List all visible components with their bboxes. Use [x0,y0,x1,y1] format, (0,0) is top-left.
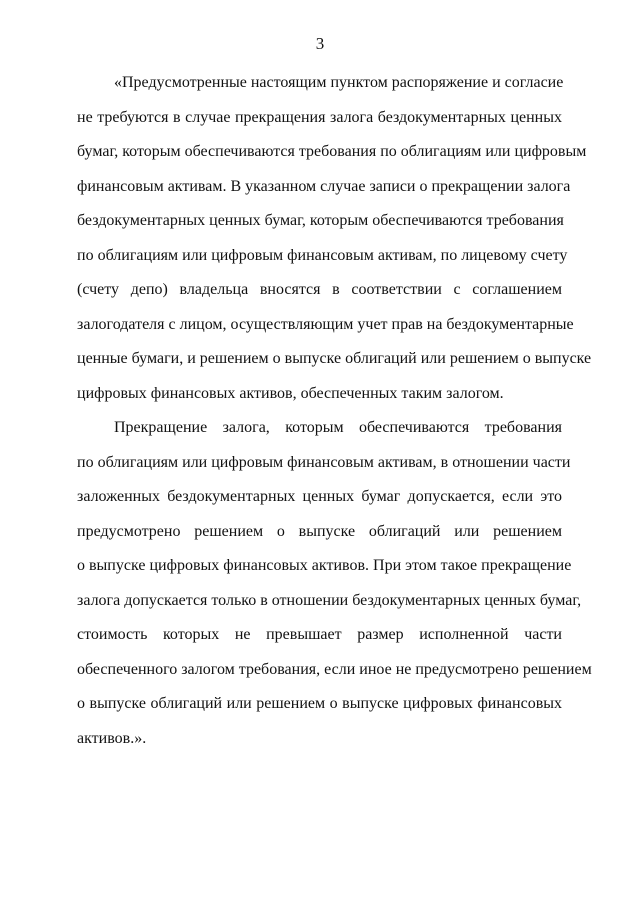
text-line: «Предусмотренные настоящим пунктом распоряжение и согласие [114,74,564,91]
text-line: о выпуске цифровых финансовых активов. При этом такое прекращение [77,557,572,574]
text-line: обеспеченного залогом требования, если иное не предусмотрено решением [77,660,592,678]
text-line: по облигациям или цифровым финансовым активам, по лицевому счету [77,246,568,264]
document-body [77,66,592,756]
text-line: заложенных бездокументарных ценных бумаг допускается, если это [77,488,562,505]
text-line: бумаг, которым обеспечиваются требования по облигациям или цифровым [77,143,587,160]
text-line: залога допускается только в отношении бездокументарных ценных бумаг, [77,591,582,609]
text-line: не требуются в случае прекращения залога бездокументарных ценных [77,108,562,126]
text-line: бездокументарных ценных бумаг, которым обеспечиваются требования [77,212,564,229]
paragraph [77,411,592,756]
paragraph [77,66,592,411]
text-line: по облигациям или цифровым финансовым активам, в отношении части [77,453,571,471]
text-line: предусмотрено решением о выпуске облигаций или решением [77,522,562,540]
text-line: Прекращение залога, которым обеспечиваются требования [114,419,562,436]
text-line: активов.». [77,729,147,747]
text-line: цифровых финансовых активов, обеспеченных таким залогом. [77,384,504,402]
text-line: (счету депо) владельца вносятся в соответствии с соглашением [77,281,562,298]
text-line: о выпуске облигаций или решением о выпуске цифровых финансовых [77,695,562,712]
text-line: финансовым активам. В указанном случае записи о прекращении залога [77,177,571,195]
page-number: 3 [315,34,325,53]
text-line: ценные бумаги, и решением о выпуске облигаций или решением о выпуске [77,350,592,367]
text-line: залогодателя с лицом, осуществляющим учет прав на бездокументарные [77,315,574,333]
text-line: стоимость которых не превышает размер исполненной части [77,626,562,643]
